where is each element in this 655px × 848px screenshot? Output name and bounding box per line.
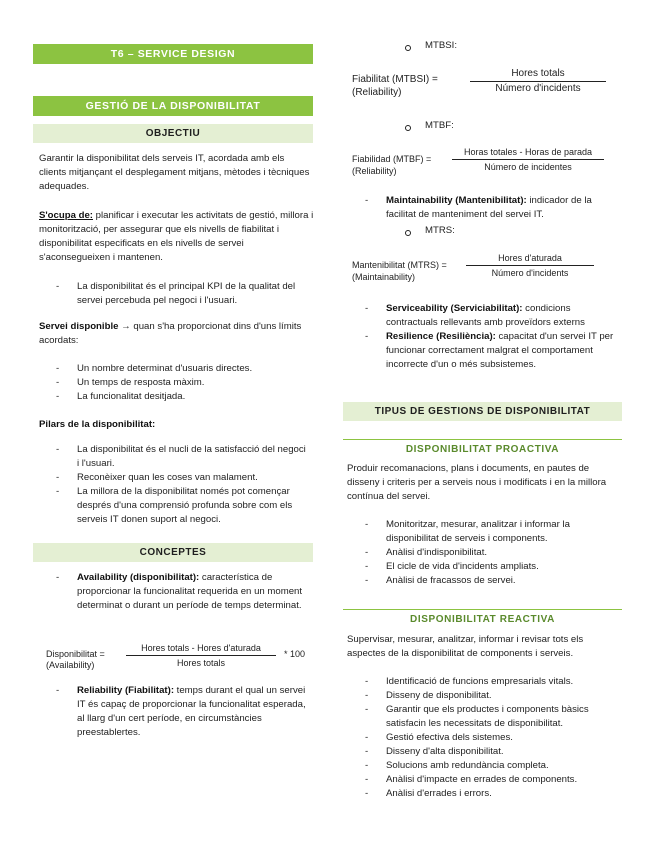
serviceability-text: condicions contractuals rellevants amb proveïdors externs: [386, 303, 585, 328]
availability-text: característica de proporcionar la funcionalitat requerida en un moment determinat o durant un període de temps determinat.: [77, 572, 303, 611]
formula-denominator: Hores totals: [176, 658, 226, 668]
document-title-banner: [33, 44, 313, 64]
reliability-label: Reliability (Fiabilitat):: [77, 685, 175, 696]
servei-text: quan s'ha proporcionat dins d'uns límits acordats:: [39, 321, 302, 346]
list-item: - Identificació de funcions empresarials vitals.: [386, 675, 622, 689]
proactiva-intro: Produir recomanacions, plans i documents, en pautes de disseny i criteris per a serveis nous i modificats i en la millora contínua del servei.: [347, 463, 607, 502]
resilience-text: capacitat d'un servei IT per funcionar correctament malgrat el comportament incorrecte d'un o més subsistemes.: [386, 331, 614, 370]
document-title: T6 – SERVICE DESIGN: [110, 48, 236, 60]
reactiva-heading: DISPONIBILITAT REACTIVA: [410, 614, 555, 625]
reactiva-list: [386, 675, 622, 801]
formula-lhs: Disponibilitat =: [46, 649, 105, 659]
conceptes-heading-banner: [33, 543, 313, 562]
list-item: - Anàlisi d'indisponibilitat.: [386, 546, 622, 560]
divider: [343, 439, 622, 440]
list-item: - Reconèixer quan les coses van malament.: [77, 471, 309, 485]
mtrs-label: MTRS:: [425, 225, 455, 236]
mtbsi-formula: [352, 70, 622, 100]
list-item: - La disponibilitat és el principal KPI de la qualitat del servei percebuda pel negoci i l'usuari.: [77, 280, 309, 308]
serviceability-list: [386, 302, 622, 372]
availability-label: Availability (disponibilitat):: [77, 572, 200, 583]
formula-lhs: Mantenibilitat (MTRS) =: [352, 260, 447, 270]
formula-numerator: Horas totales - Horas de parada: [452, 146, 604, 160]
divider: [343, 609, 622, 610]
formula-denominator: Número de incidentes: [484, 162, 572, 172]
formula-lhs-sub: (Maintainability): [352, 272, 416, 282]
formula-numerator: Hores d'aturada: [466, 252, 594, 266]
bullet-circle-icon: [405, 45, 411, 51]
list-item: - La disponibilitat és el nucli de la satisfacció del negoci i l'usuari.: [77, 443, 309, 471]
kpi-list: [77, 280, 309, 308]
ocupa-text: planificar i executar les activitats de gestió, millora i monitorització, per assegurar que els nivells de fiabilitat i disponibilitat especificats en els nivells de servei s'aconsegueixen i mantenen.: [39, 210, 314, 263]
formula-fraction: [126, 642, 276, 669]
formula-lhs-sub: (Reliability): [352, 87, 402, 98]
list-item: - Disseny de disponibilitat.: [386, 689, 622, 703]
ocupa-label: S'ocupa de:: [39, 210, 93, 221]
list-item: - Disseny d'alta disponibilitat.: [386, 745, 622, 759]
reliability-item: [77, 684, 309, 740]
formula-fraction: [466, 252, 594, 279]
formula-fraction: [452, 146, 604, 173]
formula-lhs: Fiabilitat (MTBSI) =: [352, 74, 438, 85]
availability-formula: [46, 643, 316, 672]
serviceability-label: Serviceability (Serviciabilitat):: [386, 303, 523, 314]
list-item: - Monitoritzar, mesurar, analitzar i informar la disponibilitat de serveis i components.: [386, 518, 622, 546]
maintainability-text: indicador de la facilitat de manteniment del servei IT.: [386, 195, 592, 220]
list-item: - El cicle de vida d'incidents ampliats.: [386, 560, 622, 574]
availability-list: [77, 571, 309, 613]
mtrs-formula: [352, 253, 622, 284]
list-item: - Un nombre determinat d'usuaris directes.: [77, 362, 309, 376]
list-item: - Gestió efectiva dels sistemes.: [386, 731, 622, 745]
formula-fraction: [470, 68, 606, 95]
ocupa-paragraph: [39, 209, 314, 265]
list-item: - Garantir que els productes i components bàsics satisfacin les necessitats de disponibilitat.: [386, 703, 622, 731]
mtbf-formula: [352, 147, 622, 178]
formula-lhs-sub: (Availability): [46, 660, 95, 670]
formula-denominator: Número d'incidents: [491, 268, 569, 278]
resilience-item: [386, 330, 622, 372]
mtbf-label: MTBF:: [425, 120, 454, 131]
list-item: - Solucions amb redundància completa.: [386, 759, 622, 773]
pilars-label: Pilars de la disponibilitat:: [39, 419, 156, 430]
availability-item: [77, 571, 309, 613]
list-item: - Anàlisi de fracassos de servei.: [386, 574, 622, 588]
tipus-heading: TIPUS DE GESTIONS DE DISPONIBILITAT: [374, 406, 591, 417]
objectiu-heading: OBJECTIU: [145, 128, 201, 139]
section-title-banner: [33, 96, 313, 116]
formula-lhs: Fiabilidad (MTBF) =: [352, 154, 432, 164]
formula-multiplier: * 100: [284, 649, 306, 659]
bullet-circle-icon: [405, 230, 411, 236]
list-item: - Anàlisi d'impacte en errades de components.: [386, 773, 622, 787]
maintainability-label: Maintainability (Mantenibilitat):: [386, 195, 527, 206]
resilience-label: Resilience (Resiliència):: [386, 331, 496, 342]
reliability-list: [77, 684, 309, 740]
mtbsi-label: MTBSI:: [425, 40, 457, 51]
formula-numerator: Hores totals - Hores d'aturada: [126, 642, 276, 656]
formula-lhs-sub: (Reliability): [352, 166, 397, 176]
formula-denominator: Número d'incidents: [495, 83, 581, 94]
proactiva-list: [386, 518, 622, 588]
arrow-icon: →: [121, 321, 131, 332]
list-item: - La funcionalitat desitjada.: [77, 390, 309, 404]
servei-paragraph: [39, 320, 314, 348]
list-item: - La millora de la disponibilitat només pot començar després d'una comprensió profunda sobre com els serveis IT donen suport al negoci.: [77, 485, 309, 527]
formula-numerator: Hores totals: [470, 68, 606, 82]
objectiu-heading-banner: [33, 124, 313, 143]
bullet-circle-icon: [405, 125, 411, 131]
servei-list: [77, 362, 309, 404]
maintainability-list: [386, 194, 622, 222]
section-title: GESTIÓ DE LA DISPONIBILITAT: [85, 100, 261, 112]
conceptes-heading: CONCEPTES: [139, 547, 207, 558]
objectiu-intro: Garantir la disponibilitat dels serveis IT, acordada amb els clients mitjançant el desplegament mitjans, mètodes i tècniques adequades.: [39, 153, 310, 192]
tipus-heading-banner: [343, 402, 622, 421]
list-item: - Un temps de resposta màxim.: [77, 376, 309, 390]
reactiva-intro: Supervisar, mesurar, analitzar, informar i revisar tots els aspectes de la disponibilitat de components i serveis.: [347, 634, 584, 659]
serviceability-item: [386, 302, 622, 330]
servei-label: Servei disponible: [39, 321, 119, 332]
proactiva-heading: DISPONIBILITAT PROACTIVA: [405, 444, 560, 455]
reliability-text: temps durant el qual un servei IT és capaç de proporcionar la funcionalitat esperada, al llarg d'un cert període, en circumstàncies preestablertes.: [77, 685, 306, 738]
maintainability-item: [386, 194, 622, 222]
list-item: - Anàlisi d'errades i errors.: [386, 787, 622, 801]
pilars-list: [77, 443, 309, 527]
